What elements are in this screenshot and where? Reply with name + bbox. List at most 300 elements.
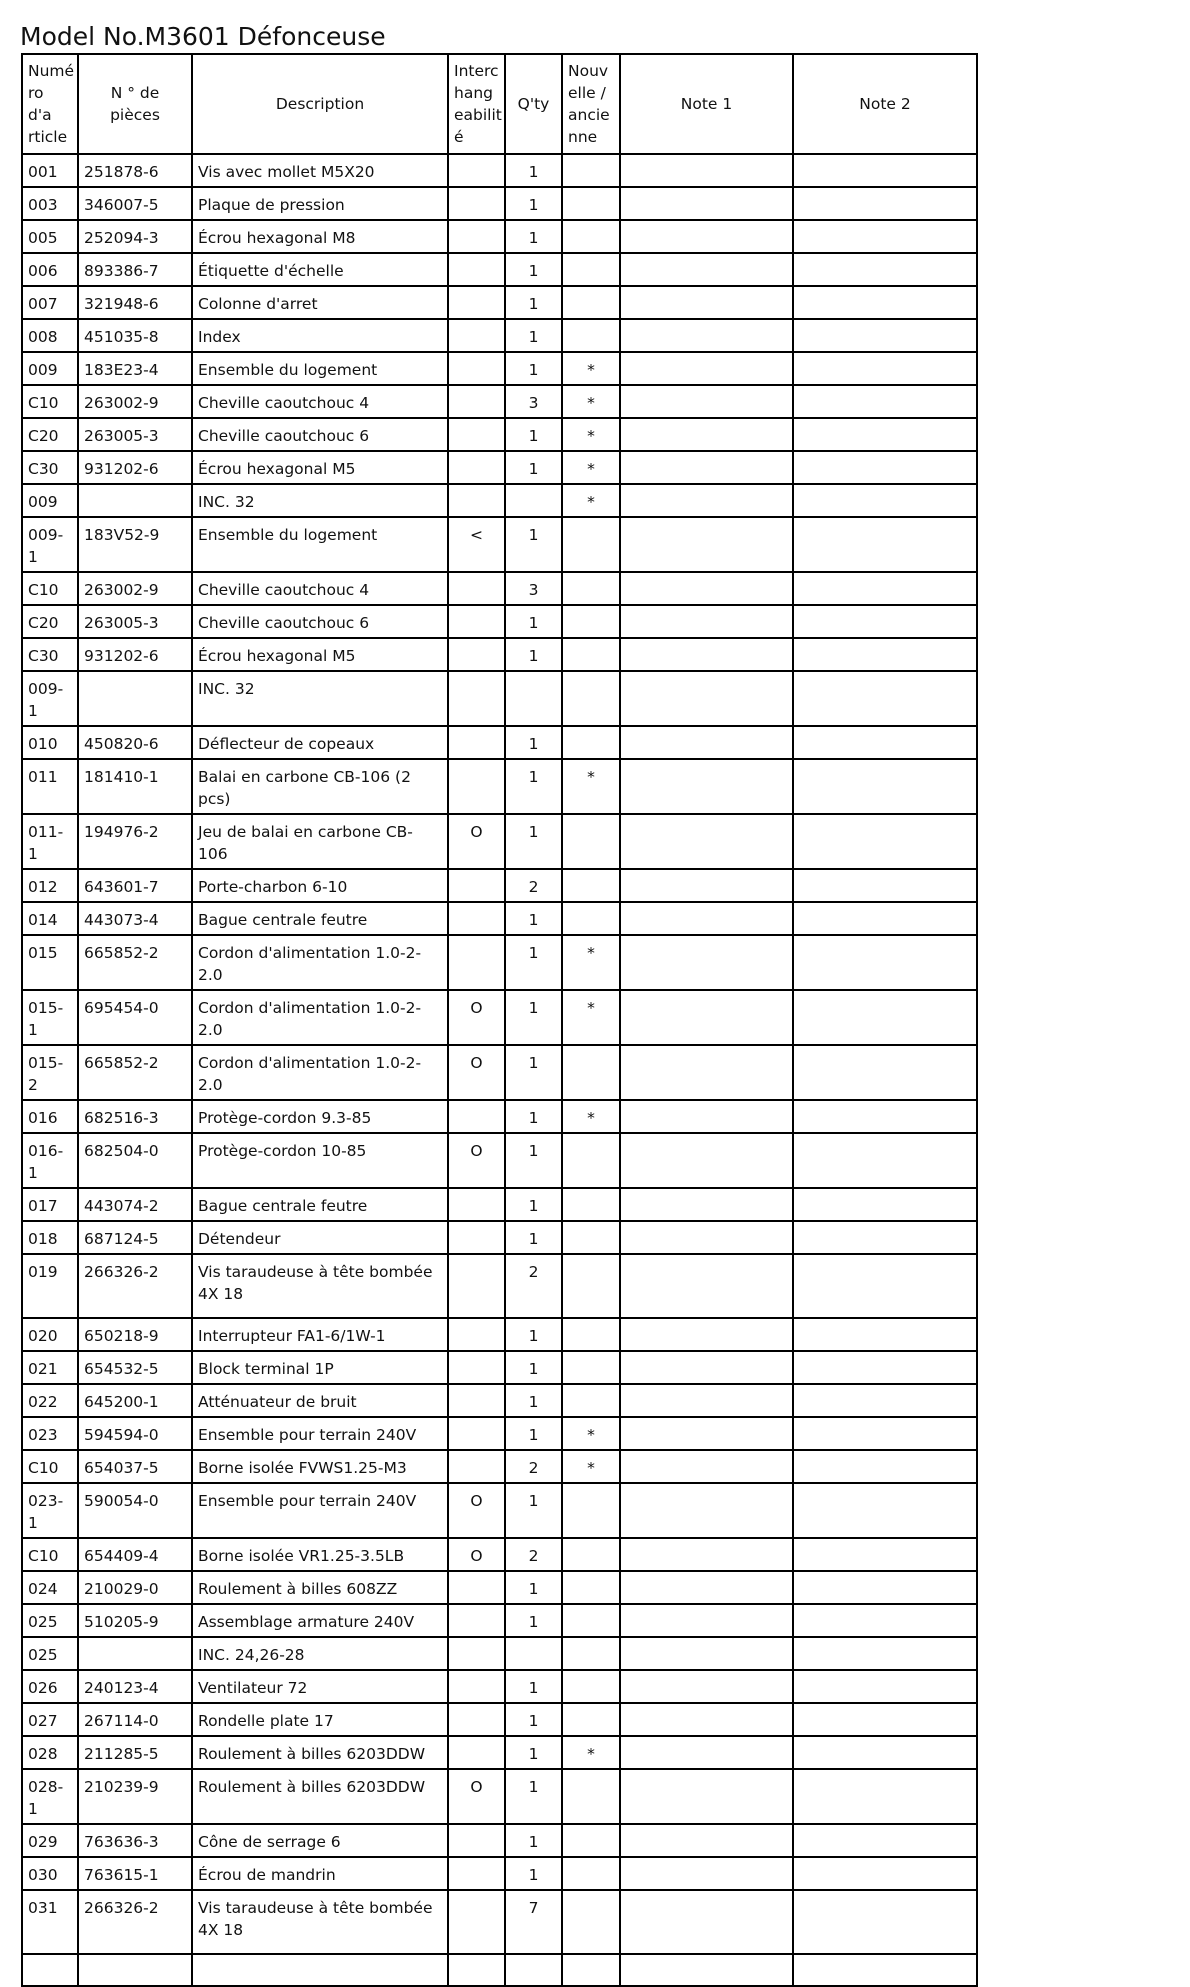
cell-quantity: 2 — [505, 1450, 562, 1483]
cell-note-2 — [793, 220, 977, 253]
table-row — [22, 1769, 977, 1824]
cell-description: Roulement à billes 6203DDW — [192, 1736, 448, 1769]
cell-note-1 — [620, 352, 793, 385]
cell-description: Ensemble du logement — [192, 517, 448, 572]
cell-note-1 — [620, 1100, 793, 1133]
cell-quantity: 1 — [505, 154, 562, 187]
table-row — [22, 1133, 977, 1188]
cell-interchangeability — [448, 1703, 505, 1736]
cell-interchangeability — [448, 869, 505, 902]
cell-part-number: 181410-1 — [78, 759, 192, 814]
cell-quantity: 1 — [505, 1045, 562, 1100]
cell-quantity: 1 — [505, 759, 562, 814]
cell-part-number: 682504-0 — [78, 1133, 192, 1188]
cell-part-number: 183V52-9 — [78, 517, 192, 572]
cell-item-number: 009 — [22, 352, 78, 385]
header-quantity: Q'ty — [505, 54, 562, 154]
cell-new-old — [562, 1769, 620, 1824]
cell-new-old — [562, 1637, 620, 1670]
cell-interchangeability — [448, 1318, 505, 1351]
cell-interchangeability — [448, 1637, 505, 1670]
cell-part-number: 665852-2 — [78, 1045, 192, 1100]
table-row — [22, 1670, 977, 1703]
cell-note-1 — [620, 1637, 793, 1670]
cell-interchangeability — [448, 572, 505, 605]
table-row — [22, 605, 977, 638]
table-row — [22, 671, 977, 726]
cell-note-2 — [793, 1100, 977, 1133]
cell-item-number: 018 — [22, 1221, 78, 1254]
cell-note-1 — [620, 319, 793, 352]
cell-note-1 — [620, 220, 793, 253]
cell-note-1 — [620, 1538, 793, 1571]
cell-quantity: 1 — [505, 814, 562, 869]
cell-new-old — [562, 605, 620, 638]
cell-part-number: 443073-4 — [78, 902, 192, 935]
cell-quantity: 1 — [505, 1221, 562, 1254]
cell-note-2 — [793, 253, 977, 286]
cell-item-number: 009-1 — [22, 671, 78, 726]
cell-item-number: 015-2 — [22, 1045, 78, 1100]
cell-item-number: 005 — [22, 220, 78, 253]
table-row — [22, 1384, 977, 1417]
cell-quantity — [505, 484, 562, 517]
cell-interchangeability: < — [448, 517, 505, 572]
table-row — [22, 990, 977, 1045]
cell-note-1 — [620, 1133, 793, 1188]
table-row — [22, 1890, 977, 1954]
cell-note-2 — [793, 1890, 977, 1954]
cell-quantity: 1 — [505, 352, 562, 385]
cell-note-1 — [620, 1318, 793, 1351]
cell-new-old: * — [562, 935, 620, 990]
cell-description: Porte-charbon 6-10 — [192, 869, 448, 902]
table-row — [22, 286, 977, 319]
cell-part-number: 194976-2 — [78, 814, 192, 869]
cell-item-number: 014 — [22, 902, 78, 935]
cell-item-number: 010 — [22, 726, 78, 759]
cell-interchangeability — [448, 1450, 505, 1483]
cell-quantity: 3 — [505, 572, 562, 605]
table-row — [22, 1824, 977, 1857]
cell-note-2 — [793, 1045, 977, 1100]
cell-new-old — [562, 1954, 620, 1986]
table-row — [22, 726, 977, 759]
cell-note-1 — [620, 187, 793, 220]
cell-part-number: 654037-5 — [78, 1450, 192, 1483]
cell-note-2 — [793, 187, 977, 220]
table-row — [22, 451, 977, 484]
cell-description: Roulement à billes 608ZZ — [192, 1571, 448, 1604]
cell-description: Ventilateur 72 — [192, 1670, 448, 1703]
cell-item-number: 028 — [22, 1736, 78, 1769]
cell-new-old — [562, 1824, 620, 1857]
cell-new-old — [562, 1133, 620, 1188]
cell-quantity — [505, 671, 562, 726]
cell-note-2 — [793, 385, 977, 418]
cell-part-number — [78, 1954, 192, 1986]
cell-description: Cheville caoutchouc 6 — [192, 605, 448, 638]
cell-interchangeability: O — [448, 1769, 505, 1824]
cell-description — [192, 1954, 448, 1986]
cell-item-number: 007 — [22, 286, 78, 319]
cell-part-number: 654409-4 — [78, 1538, 192, 1571]
cell-quantity: 1 — [505, 286, 562, 319]
cell-quantity: 1 — [505, 1483, 562, 1538]
table-row — [22, 869, 977, 902]
cell-new-old — [562, 1045, 620, 1100]
table-row — [22, 352, 977, 385]
cell-quantity: 1 — [505, 1188, 562, 1221]
cell-note-1 — [620, 990, 793, 1045]
cell-new-old — [562, 1483, 620, 1538]
cell-new-old: * — [562, 990, 620, 1045]
cell-note-1 — [620, 517, 793, 572]
cell-note-2 — [793, 935, 977, 990]
cell-note-1 — [620, 759, 793, 814]
cell-note-2 — [793, 1318, 977, 1351]
cell-quantity: 1 — [505, 1769, 562, 1824]
cell-item-number: 026 — [22, 1670, 78, 1703]
table-row — [22, 484, 977, 517]
cell-description: Vis taraudeuse à tête bombée 4X 18 — [192, 1254, 448, 1318]
cell-note-1 — [620, 1890, 793, 1954]
cell-note-1 — [620, 1824, 793, 1857]
cell-interchangeability — [448, 1254, 505, 1318]
cell-description: Interrupteur FA1-6/1W-1 — [192, 1318, 448, 1351]
cell-note-1 — [620, 1736, 793, 1769]
cell-part-number: 590054-0 — [78, 1483, 192, 1538]
cell-interchangeability — [448, 319, 505, 352]
cell-interchangeability — [448, 187, 505, 220]
cell-item-number: C20 — [22, 605, 78, 638]
cell-part-number: 251878-6 — [78, 154, 192, 187]
cell-description: Écrou hexagonal M5 — [192, 638, 448, 671]
cell-new-old — [562, 638, 620, 671]
cell-note-2 — [793, 1824, 977, 1857]
table-row — [22, 154, 977, 187]
cell-interchangeability — [448, 638, 505, 671]
cell-description: Cheville caoutchouc 4 — [192, 572, 448, 605]
table-row — [22, 1857, 977, 1890]
cell-interchangeability — [448, 759, 505, 814]
table-row — [22, 1318, 977, 1351]
cell-quantity: 1 — [505, 517, 562, 572]
cell-quantity: 1 — [505, 1571, 562, 1604]
table-row — [22, 572, 977, 605]
cell-note-1 — [620, 869, 793, 902]
cell-new-old — [562, 1670, 620, 1703]
cell-quantity: 1 — [505, 1857, 562, 1890]
cell-note-2 — [793, 759, 977, 814]
cell-interchangeability — [448, 418, 505, 451]
cell-part-number: 267114-0 — [78, 1703, 192, 1736]
header-note-1: Note 1 — [620, 54, 793, 154]
cell-new-old — [562, 319, 620, 352]
cell-description: Écrou de mandrin — [192, 1857, 448, 1890]
cell-new-old — [562, 814, 620, 869]
header-interchangeability: Interc hang eabilit é — [448, 54, 505, 154]
cell-interchangeability — [448, 1857, 505, 1890]
cell-quantity: 1 — [505, 726, 562, 759]
cell-note-1 — [620, 1769, 793, 1824]
cell-quantity: 1 — [505, 1703, 562, 1736]
cell-interchangeability — [448, 726, 505, 759]
cell-new-old — [562, 1221, 620, 1254]
table-row — [22, 1571, 977, 1604]
cell-new-old: * — [562, 418, 620, 451]
cell-new-old — [562, 1890, 620, 1954]
cell-part-number — [78, 1637, 192, 1670]
cell-quantity: 1 — [505, 990, 562, 1045]
table-row — [22, 319, 977, 352]
cell-new-old — [562, 1604, 620, 1637]
cell-interchangeability — [448, 1417, 505, 1450]
cell-item-number: 023-1 — [22, 1483, 78, 1538]
table-header-row — [22, 54, 977, 154]
cell-note-2 — [793, 1450, 977, 1483]
cell-interchangeability: O — [448, 1483, 505, 1538]
cell-interchangeability — [448, 1221, 505, 1254]
cell-note-1 — [620, 253, 793, 286]
cell-description: Borne isolée VR1.25-3.5LB — [192, 1538, 448, 1571]
cell-description: Block terminal 1P — [192, 1351, 448, 1384]
cell-description: Bague centrale feutre — [192, 1188, 448, 1221]
cell-description: Écrou hexagonal M8 — [192, 220, 448, 253]
cell-description: Cordon d'alimentation 1.0-2-2.0 — [192, 1045, 448, 1100]
cell-item-number: 028-1 — [22, 1769, 78, 1824]
cell-description: INC. 32 — [192, 671, 448, 726]
cell-item-number: 023 — [22, 1417, 78, 1450]
cell-part-number: 763636-3 — [78, 1824, 192, 1857]
cell-item-number: 012 — [22, 869, 78, 902]
cell-new-old: * — [562, 759, 620, 814]
cell-description: Jeu de balai en carbone CB-106 — [192, 814, 448, 869]
cell-new-old — [562, 220, 620, 253]
header-new-old: Nouv elle / ancie nne — [562, 54, 620, 154]
cell-note-2 — [793, 1670, 977, 1703]
cell-part-number: 266326-2 — [78, 1890, 192, 1954]
table-row — [22, 385, 977, 418]
cell-note-1 — [620, 726, 793, 759]
cell-item-number: 019 — [22, 1254, 78, 1318]
table-row — [22, 1483, 977, 1538]
cell-new-old — [562, 671, 620, 726]
cell-new-old — [562, 1254, 620, 1318]
cell-description: Ensemble du logement — [192, 352, 448, 385]
cell-quantity: 3 — [505, 385, 562, 418]
cell-interchangeability — [448, 1824, 505, 1857]
cell-note-2 — [793, 869, 977, 902]
cell-description: Cheville caoutchouc 4 — [192, 385, 448, 418]
cell-quantity: 2 — [505, 1538, 562, 1571]
cell-part-number: 210239-9 — [78, 1769, 192, 1824]
cell-note-2 — [793, 605, 977, 638]
cell-description: Protège-cordon 10-85 — [192, 1133, 448, 1188]
cell-part-number: 654532-5 — [78, 1351, 192, 1384]
cell-new-old — [562, 154, 620, 187]
cell-item-number: 022 — [22, 1384, 78, 1417]
cell-part-number: 893386-7 — [78, 253, 192, 286]
cell-note-1 — [620, 1483, 793, 1538]
table-row — [22, 253, 977, 286]
cell-quantity: 1 — [505, 1670, 562, 1703]
cell-note-1 — [620, 902, 793, 935]
cell-part-number — [78, 484, 192, 517]
cell-note-2 — [793, 1571, 977, 1604]
cell-note-2 — [793, 814, 977, 869]
cell-new-old — [562, 517, 620, 572]
cell-description: Protège-cordon 9.3-85 — [192, 1100, 448, 1133]
cell-item-number: C10 — [22, 1450, 78, 1483]
cell-description: Déflecteur de copeaux — [192, 726, 448, 759]
cell-quantity: 7 — [505, 1890, 562, 1954]
cell-new-old: * — [562, 1450, 620, 1483]
cell-description: Cordon d'alimentation 1.0-2-2.0 — [192, 935, 448, 990]
cell-description: INC. 24,26-28 — [192, 1637, 448, 1670]
cell-new-old: * — [562, 1100, 620, 1133]
table-row — [22, 1045, 977, 1100]
cell-interchangeability: O — [448, 1045, 505, 1100]
cell-quantity: 1 — [505, 187, 562, 220]
cell-interchangeability — [448, 1351, 505, 1384]
cell-part-number: 346007-5 — [78, 187, 192, 220]
cell-note-2 — [793, 1417, 977, 1450]
cell-description: Borne isolée FVWS1.25-M3 — [192, 1450, 448, 1483]
cell-new-old — [562, 1384, 620, 1417]
cell-note-2 — [793, 1703, 977, 1736]
cell-new-old — [562, 253, 620, 286]
cell-item-number: 025 — [22, 1637, 78, 1670]
cell-interchangeability — [448, 1954, 505, 1986]
cell-new-old: * — [562, 484, 620, 517]
cell-new-old — [562, 1571, 620, 1604]
table-row — [22, 418, 977, 451]
cell-note-1 — [620, 1604, 793, 1637]
cell-quantity: 1 — [505, 1824, 562, 1857]
cell-part-number: 211285-5 — [78, 1736, 192, 1769]
header-part-number: N ° de pièces — [78, 54, 192, 154]
cell-note-1 — [620, 1254, 793, 1318]
cell-quantity: 2 — [505, 869, 562, 902]
cell-interchangeability — [448, 1890, 505, 1954]
cell-interchangeability — [448, 253, 505, 286]
header-note-2: Note 2 — [793, 54, 977, 154]
cell-item-number: 006 — [22, 253, 78, 286]
cell-note-2 — [793, 671, 977, 726]
cell-quantity: 1 — [505, 1604, 562, 1637]
cell-interchangeability — [448, 352, 505, 385]
table-row — [22, 1604, 977, 1637]
cell-description: Ensemble pour terrain 240V — [192, 1417, 448, 1450]
cell-quantity: 1 — [505, 935, 562, 990]
cell-part-number: 645200-1 — [78, 1384, 192, 1417]
cell-part-number: 252094-3 — [78, 220, 192, 253]
cell-note-1 — [620, 1384, 793, 1417]
table-row — [22, 517, 977, 572]
cell-description: Ensemble pour terrain 240V — [192, 1483, 448, 1538]
cell-item-number: C30 — [22, 451, 78, 484]
cell-note-2 — [793, 484, 977, 517]
cell-description: Index — [192, 319, 448, 352]
cell-item-number: 027 — [22, 1703, 78, 1736]
cell-quantity: 1 — [505, 1100, 562, 1133]
cell-item-number: 029 — [22, 1824, 78, 1857]
cell-interchangeability — [448, 671, 505, 726]
cell-quantity: 1 — [505, 902, 562, 935]
cell-note-1 — [620, 451, 793, 484]
cell-new-old — [562, 1318, 620, 1351]
cell-note-2 — [793, 572, 977, 605]
cell-description: Cheville caoutchouc 6 — [192, 418, 448, 451]
cell-quantity: 1 — [505, 451, 562, 484]
table-row — [22, 220, 977, 253]
cell-description: Vis taraudeuse à tête bombée 4X 18 — [192, 1890, 448, 1954]
cell-note-1 — [620, 1670, 793, 1703]
cell-part-number: 695454-0 — [78, 990, 192, 1045]
cell-note-1 — [620, 418, 793, 451]
cell-interchangeability — [448, 1736, 505, 1769]
cell-description: Rondelle plate 17 — [192, 1703, 448, 1736]
cell-item-number: C30 — [22, 638, 78, 671]
cell-description: Cordon d'alimentation 1.0-2-2.0 — [192, 990, 448, 1045]
cell-part-number: 183E23-4 — [78, 352, 192, 385]
cell-interchangeability: O — [448, 814, 505, 869]
cell-new-old — [562, 286, 620, 319]
cell-part-number: 240123-4 — [78, 1670, 192, 1703]
cell-item-number: 008 — [22, 319, 78, 352]
cell-item-number: 011 — [22, 759, 78, 814]
cell-interchangeability — [448, 1670, 505, 1703]
cell-item-number: 001 — [22, 154, 78, 187]
cell-quantity: 1 — [505, 1736, 562, 1769]
cell-new-old: * — [562, 1417, 620, 1450]
cell-note-2 — [793, 517, 977, 572]
table-row — [22, 1351, 977, 1384]
cell-new-old — [562, 1703, 620, 1736]
cell-note-1 — [620, 638, 793, 671]
cell-quantity: 1 — [505, 1133, 562, 1188]
cell-note-2 — [793, 1769, 977, 1824]
cell-note-1 — [620, 1417, 793, 1450]
cell-item-number: 015-1 — [22, 990, 78, 1045]
cell-note-2 — [793, 1351, 977, 1384]
cell-description: Roulement à billes 6203DDW — [192, 1769, 448, 1824]
cell-note-2 — [793, 902, 977, 935]
page-title: Model No.M3601 Défonceuse — [20, 22, 386, 51]
cell-interchangeability — [448, 902, 505, 935]
cell-description: Atténuateur de bruit — [192, 1384, 448, 1417]
cell-interchangeability — [448, 1188, 505, 1221]
cell-item-number: 025 — [22, 1604, 78, 1637]
cell-note-2 — [793, 1483, 977, 1538]
cell-note-1 — [620, 1571, 793, 1604]
cell-part-number: 931202-6 — [78, 451, 192, 484]
cell-description: INC. 32 — [192, 484, 448, 517]
cell-note-2 — [793, 286, 977, 319]
cell-interchangeability — [448, 286, 505, 319]
cell-quantity: 1 — [505, 220, 562, 253]
cell-interchangeability — [448, 1571, 505, 1604]
cell-quantity: 1 — [505, 638, 562, 671]
cell-new-old — [562, 902, 620, 935]
cell-note-1 — [620, 1221, 793, 1254]
cell-item-number: 017 — [22, 1188, 78, 1221]
cell-interchangeability — [448, 1384, 505, 1417]
table-row — [22, 1736, 977, 1769]
cell-item-number: 009 — [22, 484, 78, 517]
cell-part-number: 594594-0 — [78, 1417, 192, 1450]
